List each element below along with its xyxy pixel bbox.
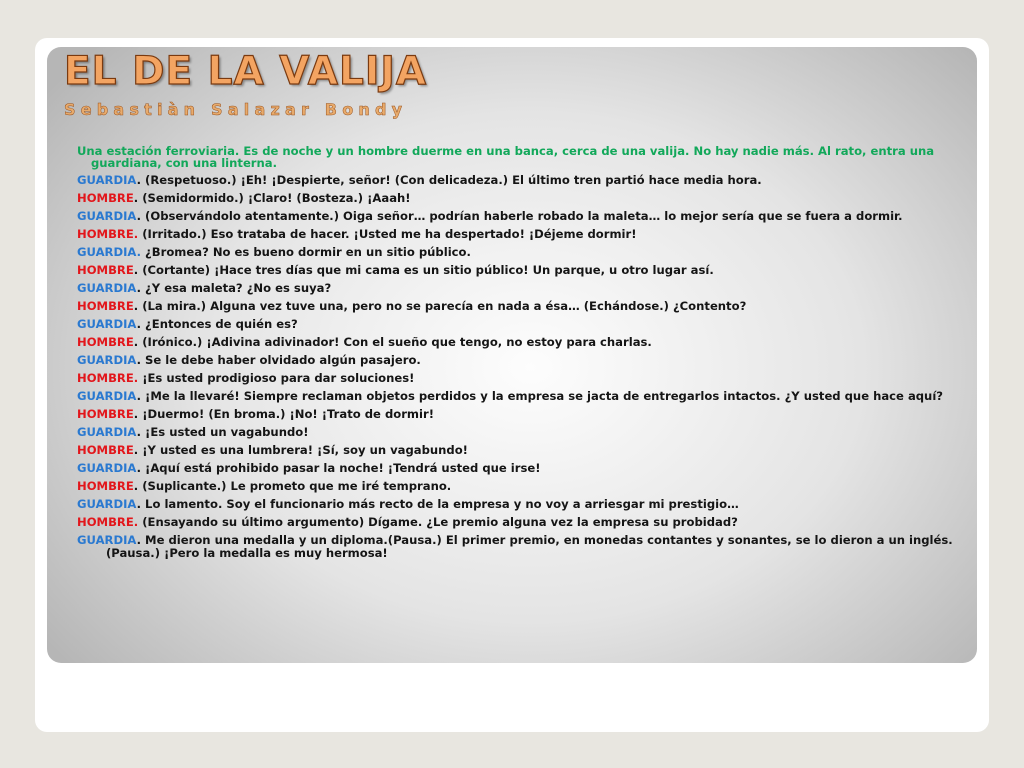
speaker-name: HOMBRE. [77, 515, 139, 530]
line-text: . ¡Es usted un vagabundo! [136, 425, 309, 440]
dialogue-line [77, 426, 967, 438]
speaker-name: GUARDIA [77, 317, 137, 332]
slide [47, 47, 977, 663]
dialogue-line [77, 516, 967, 528]
line-text: ¡Es usted prodigioso para dar soluciones! [138, 371, 415, 386]
speaker-name: HOMBRE [77, 263, 134, 278]
speaker-name: GUARDIA [77, 353, 137, 368]
line-text: . ¡Y usted es una lumbrera! ¡Sí, soy un vagabundo! [133, 443, 468, 458]
dialogue-line [77, 480, 967, 492]
speaker-name: HOMBRE [77, 443, 134, 458]
dialogue-line [77, 372, 967, 384]
line-text: . Lo lamento. Soy el funcionario más recto de la empresa y no voy a arriesgar mi prestigio… [136, 497, 739, 512]
line-text: . (Respetuoso.) ¡Eh! ¡Despierte, señor! (Con delicadeza.) El último tren partió hace media hora. [136, 173, 762, 188]
speaker-name: GUARDIA [77, 533, 137, 548]
line-text: . Se le debe haber olvidado algún pasajero. [136, 353, 421, 368]
dialogue-line [77, 246, 967, 258]
line-text: . (Suplicante.) Le prometo que me iré temprano. [133, 479, 452, 494]
speaker-name: GUARDIA [77, 425, 137, 440]
dialogue-line [77, 174, 967, 186]
dialogue-line [77, 210, 967, 222]
line-text: (Irritado.) Eso trataba de hacer. ¡Usted me ha despertado! ¡Déjeme dormir! [138, 227, 637, 242]
speaker-name: HOMBRE. [77, 227, 139, 242]
line-text: . ¿Y esa maleta? ¿No es suya? [136, 281, 332, 296]
dialogue-line [77, 192, 967, 204]
speaker-name: GUARDIA [77, 461, 137, 476]
speaker-name: HOMBRE [77, 299, 134, 314]
line-text: . (Observándolo atentamente.) Oiga señor… podrían haberle robado la maleta… lo mejor sería que se fuera a dormir. [136, 209, 903, 224]
line-text: . ¿Entonces de quién es? [136, 317, 298, 332]
dialogue-line [77, 498, 967, 510]
speaker-name: GUARDIA [77, 497, 137, 512]
line-text: . ¡Aquí está prohibido pasar la noche! ¡Tendrá usted que irse! [136, 461, 541, 476]
line-text: . ¡Duermo! (En broma.) ¡No! ¡Trato de dormir! [133, 407, 434, 422]
dialogue-line [77, 318, 967, 330]
dialogue-line [77, 462, 967, 474]
dialogue-line [77, 264, 967, 276]
speaker-name: HOMBRE [77, 479, 134, 494]
speaker-name: GUARDIA [77, 209, 137, 224]
speaker-name: HOMBRE [77, 191, 134, 206]
line-text: . (La mira.) Alguna vez tuve una, pero no se parecía en nada a ésa… (Echándose.) ¿Contento? [133, 299, 747, 314]
dialogue-line [77, 390, 967, 402]
line-text: . (Semidormido.) ¡Claro! (Bosteza.) ¡Aaah! [133, 191, 411, 206]
line-text: ¿Bromea? No es bueno dormir en un sitio público. [141, 245, 471, 260]
dialogue-line [77, 408, 967, 420]
speaker-name: HOMBRE [77, 335, 134, 350]
speaker-name: GUARDIA [77, 281, 137, 296]
slide-title: EL DE LA VALIJA [64, 49, 428, 94]
dialogue-line [77, 282, 967, 294]
line-text: (Ensayando su último argumento) Dígame. ¿Le premio alguna vez la empresa su probidad? [138, 515, 738, 530]
speaker-name: GUARDIA. [77, 245, 142, 260]
dialogue-line [77, 534, 967, 558]
speaker-name: GUARDIA [77, 389, 137, 404]
dialogue-line [77, 228, 967, 240]
line-text: . (Irónico.) ¡Adivina adivinador! Con el sueño que tengo, no estoy para charlas. [133, 335, 652, 350]
speaker-name: GUARDIA [77, 173, 137, 188]
dialogue-line [77, 444, 967, 456]
line-text: . (Cortante) ¡Hace tres días que mi cama es un sitio público! Un parque, u otro lugar así. [133, 263, 714, 278]
slide-subtitle: Sebastiàn Salazar Bondy [64, 100, 408, 119]
dialogue-line [77, 300, 967, 312]
dialogue-line [77, 336, 967, 348]
script-text [77, 145, 967, 565]
speaker-name: HOMBRE. [77, 371, 139, 386]
speaker-name: HOMBRE [77, 407, 134, 422]
line-text: . Me dieron una medalla y un diploma.(Pausa.) El primer premio, en monedas contantes y sonantes, se lo dieron a un inglés. (Pausa.) ¡Pero la medalla es muy hermosa! [106, 533, 953, 560]
line-text: . ¡Me la llevaré! Siempre reclaman objetos perdidos y la empresa se jacta de entregarlos intactos. ¿Y usted que hace aquí? [136, 389, 944, 404]
dialogue-line [77, 354, 967, 366]
stage-direction: Una estación ferroviaria. Es de noche y un hombre duerme en una banca, cerca de una valija. No hay nadie más. Al rato, entra una guardiana, con una linterna. [77, 144, 935, 171]
